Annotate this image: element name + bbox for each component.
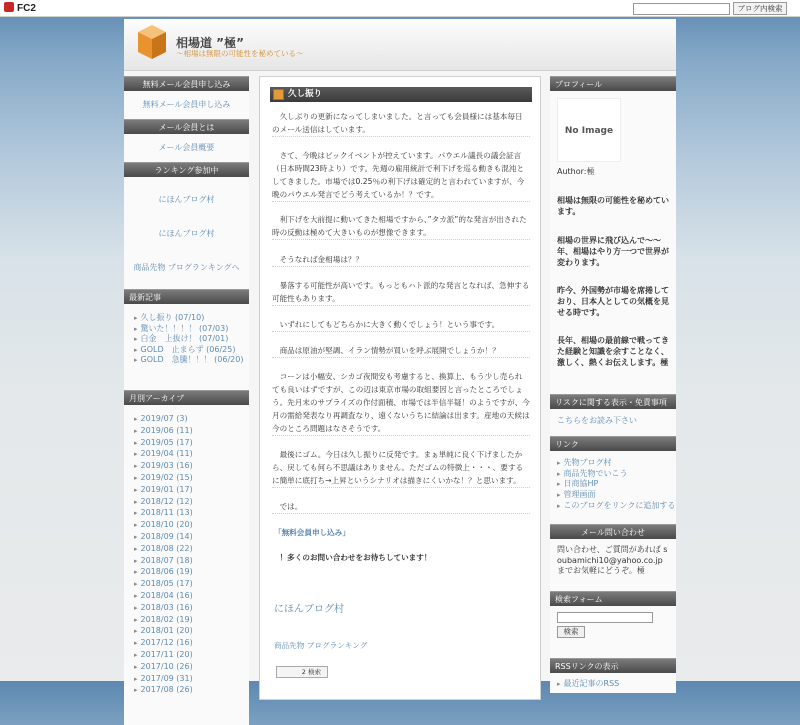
archive-month-link[interactable]: ▸ 2019/05 (17) bbox=[134, 437, 249, 449]
archive-month-link[interactable]: ▸ 2018/06 (19) bbox=[134, 566, 249, 578]
member-overview-link[interactable]: メール会員概要 bbox=[158, 143, 215, 152]
cube-logo-icon bbox=[136, 23, 168, 63]
profile-image bbox=[557, 98, 621, 162]
entry-paragraph: 利下げを大前提に動いてきた相場ですから、”タカ派”的な発言が出された時の反動は極めて大きいものが想像できます。 bbox=[272, 213, 530, 240]
fc2-logo[interactable] bbox=[4, 2, 36, 14]
entry-paragraph: いずれにしてもどちらかに大きく動くでしょう！という事です。 bbox=[272, 318, 530, 332]
entry-paragraph: 最後にゴム。今日は久し振りに反発です。まぁ単純に良く下げましたから、戻しても何ら不思議はありません。ただゴムの特徴上・・・、要するに簡単に底打ち→上昇というシナリオは描きにくいかな！？と思います。 bbox=[272, 448, 530, 488]
rss-link[interactable]: ▸ 最近記事のRSS bbox=[557, 678, 676, 689]
right-sidebar bbox=[550, 76, 676, 693]
contact-heading: メール問い合わせ bbox=[550, 524, 676, 539]
free-signup-link[interactable]: 無料メール会員申し込み bbox=[142, 100, 231, 109]
archive-list bbox=[124, 405, 249, 725]
archive-month-link[interactable]: ▸ 2018/09 (14) bbox=[134, 531, 249, 543]
profile-bio: 昨今、外国勢が市場を席捲しており、日本人としての気概を見せる時です。 bbox=[557, 286, 669, 317]
add-link-link[interactable]: ▸ このブログをリンクに追加する bbox=[557, 501, 676, 512]
archive-month-link[interactable]: ▸ 2017/10 (26) bbox=[134, 661, 249, 673]
recent-post-link[interactable]: ▸ GOLD 止まらず (06/25) bbox=[134, 345, 249, 356]
entry-paragraph: 久しぶりの更新になってしまいました。と言っても会員様には基本毎日のメール送信はしています。 bbox=[272, 110, 530, 137]
search-form-heading: 検索フォーム bbox=[550, 591, 676, 606]
archive-month-link[interactable]: ▸ 2019/03 (16) bbox=[134, 460, 249, 472]
entry-closing: ！多くのお問い合わせをお待ちしています！ bbox=[272, 553, 432, 562]
archive-heading: 月別アーカイブ bbox=[124, 390, 249, 405]
recent-post-link[interactable]: ▸ 久し振り (07/10) bbox=[134, 313, 249, 324]
archive-month-link[interactable]: ▸ 2018/10 (20) bbox=[134, 519, 249, 531]
link-item[interactable]: ▸ 商品先物でいこう bbox=[557, 469, 676, 480]
link-item[interactable]: ▸ 管理画面 bbox=[557, 490, 676, 501]
member-heading: メール会員とは bbox=[124, 119, 249, 134]
archive-month-link[interactable]: ▸ 2018/07 (18) bbox=[134, 555, 249, 567]
free-signup-heading: 無料メール会員申し込み bbox=[124, 76, 249, 91]
blog-subtitle: ～相場は無限の可能性を秘めている～ bbox=[176, 49, 304, 58]
sidebar-search-input[interactable] bbox=[557, 612, 653, 623]
entry-paragraph: 商品は原油が堅調、イラン情勢が買いを呼ぶ展開でしょうか！？ bbox=[272, 344, 530, 358]
recent-posts-heading: 最新記事 bbox=[124, 289, 249, 304]
entry-paragraph: 暴落する可能性が高いです。もっともハト派的な発言となれば、急伸する可能性もあります。 bbox=[272, 279, 530, 306]
recent-post-link[interactable]: ▸ GOLD 急騰！！！ (06/20) bbox=[134, 355, 249, 366]
blog-title[interactable]: 相場道 ”極” bbox=[176, 36, 244, 50]
rss-heading: RSSリンクの表示 bbox=[550, 658, 676, 673]
nihon-blogmura-link[interactable]: にほんブログ村 bbox=[158, 229, 215, 238]
fc2-toolbar bbox=[0, 0, 800, 17]
blog-header bbox=[124, 19, 676, 71]
link-item[interactable]: ▸ 先物ブログ村 bbox=[557, 458, 676, 469]
left-sidebar bbox=[124, 76, 249, 725]
nihon-blogmura-banner[interactable]: にほんブログ村 bbox=[274, 604, 344, 615]
archive-month-link[interactable]: ▸ 2018/01 (20) bbox=[134, 625, 249, 637]
recent-post-link[interactable]: ▸ 驚いた！！！！ (07/03) bbox=[134, 324, 249, 335]
archive-month-link[interactable]: ▸ 2018/02 (19) bbox=[134, 614, 249, 626]
profile-bio: 相場は無限の可能性を秘めています。 bbox=[557, 196, 669, 216]
main-content bbox=[259, 76, 541, 700]
archive-month-link[interactable]: ▸ 2019/01 (17) bbox=[134, 484, 249, 496]
profile-bio: 相場の世界に飛び込んで〜〜年、相場はやり方一つで世界が変わります。 bbox=[557, 236, 669, 267]
archive-month-link[interactable]: ▸ 2019/02 (15) bbox=[134, 472, 249, 484]
entry-title-icon bbox=[273, 89, 284, 100]
archive-month-link[interactable]: ▸ 2018/11 (13) bbox=[134, 507, 249, 519]
nihon-blogmura-link[interactable]: にほんブログ村 bbox=[158, 195, 215, 204]
blog-ranking-link[interactable]: 商品先物 ブログランキングへ bbox=[133, 263, 240, 272]
archive-month-link[interactable]: ▸ 2019/07 (3) bbox=[134, 413, 249, 425]
blog-search-button[interactable]: ブログ内検索 bbox=[733, 2, 787, 15]
ranking-badge-text: 2 検索 bbox=[301, 668, 321, 676]
contact-text: 問い合わせ、ご質問があれば soubamichi10@yahoo.co.jp までお気軽にどうぞ。極 bbox=[550, 539, 676, 591]
archive-month-link[interactable]: ▸ 2017/08 (26) bbox=[134, 684, 249, 696]
archive-month-link[interactable]: ▸ 2018/08 (22) bbox=[134, 543, 249, 555]
fc2-logo-text: FC2 bbox=[17, 3, 36, 14]
archive-month-link[interactable]: ▸ 2019/04 (11) bbox=[134, 448, 249, 460]
ranking-badge[interactable] bbox=[276, 666, 328, 678]
fc2-logo-icon bbox=[4, 2, 14, 12]
entry-title-bar bbox=[270, 87, 532, 102]
profile-heading: プロフィール bbox=[550, 76, 676, 91]
ranking-heading: ランキング参加中 bbox=[124, 162, 249, 177]
archive-month-link[interactable]: ▸ 2017/12 (16) bbox=[134, 637, 249, 649]
profile-bio: 長年、相場の最前線で戦ってきた経験と知識を余すことなく、激しく、熱くお伝えします。極 bbox=[557, 336, 669, 367]
no-image-text: No Image bbox=[564, 126, 614, 136]
archive-month-link[interactable]: ▸ 2018/03 (16) bbox=[134, 602, 249, 614]
blog-ranking-entry-link[interactable]: 商品先物 ブログランキング bbox=[274, 641, 368, 650]
archive-month-link[interactable]: ▸ 2019/06 (11) bbox=[134, 425, 249, 437]
free-signup-entry-link[interactable]: 「無料会員申し込み」 bbox=[274, 528, 350, 537]
links-heading: リンク bbox=[550, 436, 676, 451]
profile-author: Author:極 bbox=[557, 167, 595, 176]
archive-month-link[interactable]: ▸ 2018/04 (16) bbox=[134, 590, 249, 602]
risk-heading: リスクに関する表示・免責事項 bbox=[550, 394, 676, 409]
archive-month-link[interactable]: ▸ 2018/05 (17) bbox=[134, 578, 249, 590]
entry-paragraph: では。 bbox=[272, 500, 530, 514]
link-item[interactable]: ▸ 日商協HP bbox=[557, 479, 676, 490]
entry-paragraph: さて、今晩はビックイベントが控えています。パウエル議長の議会証言（日本時間23時より）です。先週の雇用統計で利下げを巡る動きも混沌としてきました。市場では0.25％の利下げは確定的と言われていますが、今晩のパウエル発言でどう考えているか！？です。 bbox=[272, 149, 530, 202]
page-wrapper bbox=[124, 19, 676, 695]
archive-month-link[interactable]: ▸ 2018/12 (12) bbox=[134, 496, 249, 508]
recent-post-link[interactable]: ▸ 白金 上抜け！ (07/01) bbox=[134, 334, 249, 345]
archive-month-link[interactable]: ▸ 2017/09 (31) bbox=[134, 673, 249, 685]
entry-paragraph: コーンは小幅安、シカゴ夜間安も考慮すると、換算上、もう少し売られても良いはずですが、この辺は東京市場の取組要因と言ったところでしょう。先月末のサプライズの作付面積、市場では半信半疑！のようですが、今月の需給発表なり再調査なり、遠くないうちに結論は出ます。産地の天候は今のところ問題はなさそうです。 bbox=[272, 370, 530, 436]
blog-search-input[interactable] bbox=[633, 3, 730, 15]
entry-title[interactable]: 久し振り bbox=[288, 89, 323, 99]
entry-paragraph: そうなれば金相場は？？ bbox=[272, 253, 530, 267]
risk-disclaimer-link[interactable]: こちらをお読み下さい bbox=[557, 416, 637, 425]
sidebar-search-button[interactable]: 検索 bbox=[557, 626, 585, 638]
archive-month-link[interactable]: ▸ 2017/11 (20) bbox=[134, 649, 249, 661]
